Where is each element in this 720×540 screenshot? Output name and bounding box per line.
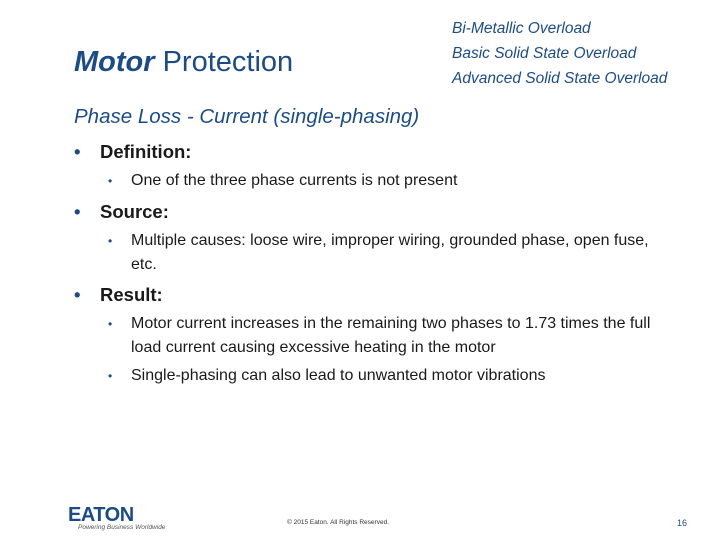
bullet-label: Result:	[100, 284, 163, 305]
product-item: Advanced Solid State Overload	[452, 70, 668, 87]
sub-bullet-marker: •	[108, 234, 113, 248]
product-item: Basic Solid State Overload	[452, 45, 637, 62]
bullet-source	[74, 201, 169, 223]
bullet-marker: •	[74, 284, 81, 305]
sub-bullet-marker: •	[108, 174, 113, 188]
sub-bullet	[108, 169, 668, 193]
eaton-logo	[68, 504, 150, 524]
page-number: 16	[677, 518, 688, 528]
sub-bullet	[108, 364, 668, 388]
sub-bullet-text: Motor current increases in the remaining two phases to 1.73 times the full load current causing excessive heating in the motor	[131, 315, 651, 356]
eaton-logo-text: EATON	[68, 504, 134, 524]
sub-bullet	[108, 312, 668, 360]
sub-bullet-text: One of the three phase currents is not present	[131, 172, 458, 189]
sub-bullet-text: Single-phasing can also lead to unwanted motor vibrations	[131, 367, 546, 384]
bullet-label: Definition:	[100, 141, 192, 162]
bullet-marker: •	[74, 141, 81, 162]
bullet-definition	[74, 141, 191, 163]
sub-bullet-text: Multiple causes: loose wire, improper wiring, grounded phase, open fuse, etc.	[131, 232, 649, 273]
footer-tagline: Powering Business Worldwide	[78, 524, 166, 531]
sub-bullet-marker: •	[108, 317, 113, 331]
slide-title-rest: Protection	[154, 46, 294, 78]
sub-bullet-marker: •	[108, 369, 113, 383]
copyright-notice: © 2015 Eaton. All Rights Reserved.	[287, 519, 389, 526]
slide-title	[74, 46, 293, 79]
sub-bullet	[108, 229, 668, 277]
product-item: Bi-Metallic Overload	[452, 20, 591, 37]
bullet-marker: •	[74, 201, 81, 222]
section-heading: Phase Loss - Current (single-phasing)	[74, 105, 420, 128]
product-list	[452, 16, 667, 91]
bullet-label: Source:	[100, 201, 169, 222]
slide-title-emphasis: Motor	[74, 46, 155, 78]
bullet-result	[74, 284, 163, 306]
